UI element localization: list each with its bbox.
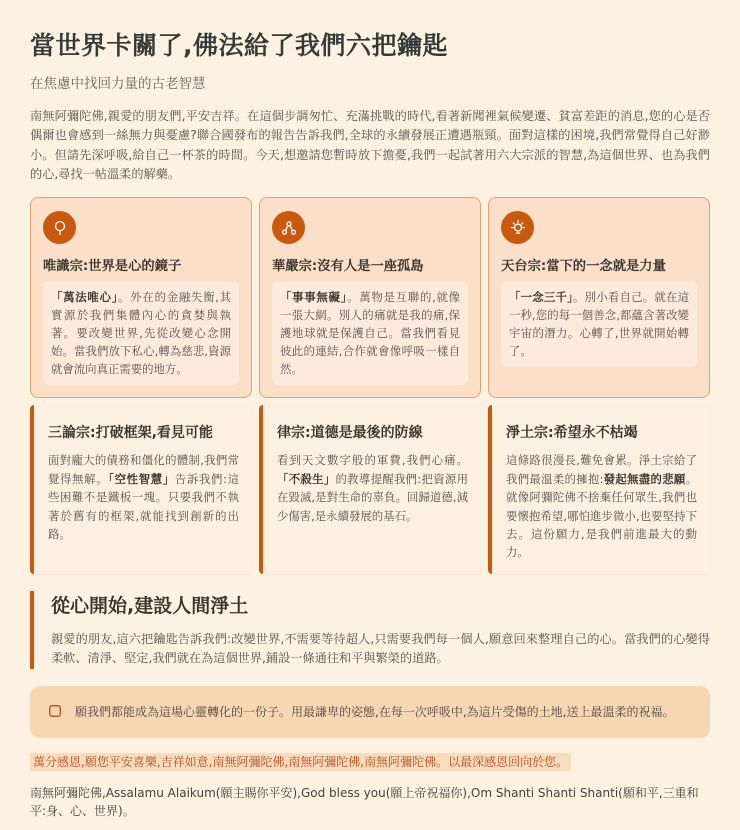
card-text: 。外在的金融失衡,其實源於我們集體內心的貪婪與執著。要改變世界,先從改變心念開始。當我們放下私心,轉為慈悲,資源就會流向真正需要的地方。 — [51, 290, 231, 377]
dharma-cards-grid — [30, 197, 710, 574]
card-key-term: 發起無盡的悲願 — [603, 471, 686, 486]
closing-section — [30, 591, 710, 669]
card-text: 的教導提醒我們:把資源用在毀滅,是對生命的辜負。回歸道德,減少傷害,是永續發展的基石。 — [277, 471, 468, 523]
card-body — [272, 281, 468, 385]
card-text: 告訴我們:這些困難不是鐵板一塊。只要我們不執著於舊有的框架,就能找到創新的出路。 — [48, 471, 239, 542]
card-title: 天台宗:當下的一念就是力量 — [501, 259, 666, 275]
pledge-checkbox-icon[interactable] — [48, 704, 62, 718]
lightbulb-icon — [501, 211, 534, 244]
card-text: 。就像阿彌陀佛不捨棄任何眾生,我們也要懷抱希望,哪怕進步微小,也要堅持下去。這份願力,是我們前進最大的動力。 — [506, 471, 697, 560]
intro-paragraph: 南無阿彌陀佛,親愛的朋友們,平安吉祥。在這個步調匆忙、充滿挑戰的時代,看著新聞裡氣候變遷、貧富差距的消息,您的心是否偶爾也會感到一絲無力與憂慮?聯合國發布的報告告訴我們,全球的永續發展正遭遇瓶頸。面對這樣的困境,我們常覺得自己好渺小。但請先深呼吸,給自己一杯茶的時間。今天,想邀請您暫時放下擔憂,我們一起試著用六大宗派的智慧,為這個世界、也為我們的心,尋找一帖溫柔的解藥。 — [30, 109, 710, 181]
card-key-term: 「事事無礙」 — [280, 290, 348, 305]
card-body — [277, 451, 468, 525]
card-title: 律宗:道德是最後的防線 — [277, 425, 423, 442]
card-text: 這條路很漫長,難免會累。淨土宗給了我們最溫柔的擁抱: — [506, 453, 697, 486]
card-key-term: 「一念三千」 — [509, 290, 574, 305]
card-title: 唯識宗:世界是心的鏡子 — [43, 259, 182, 275]
pledge-box — [30, 686, 710, 738]
closing-heading: 從心開始,建設人間淨土 — [51, 594, 249, 617]
card-title: 三論宗:打破框架,看見可能 — [48, 425, 213, 442]
dharma-card — [259, 405, 481, 574]
card-title: 華嚴宗:沒有人是一座孤島 — [272, 259, 424, 275]
card-key-term: 「萬法唯心」 — [51, 290, 119, 305]
dharma-card — [488, 197, 710, 398]
mirror-icon — [43, 211, 76, 244]
blessing-highlight-text: 萬分感恩,願您平安喜樂,吉祥如意,南無阿彌陀佛,南無阿彌陀佛,南無阿彌陀佛。以最深感恩回向於您。 — [30, 753, 571, 771]
card-body — [506, 451, 697, 562]
card-key-term: 「空性智慧」 — [108, 471, 175, 486]
dharma-card — [30, 197, 252, 398]
card-body — [43, 281, 239, 385]
card-text: 面對龐大的債務和僵化的體制,我們常覺得無解。 — [48, 453, 239, 486]
dharma-card — [259, 197, 481, 398]
dharma-card — [488, 405, 710, 574]
blessing-final-line: 南無阿彌陀佛,Assalamu Alaikum(願主賜你平安),God bless you(願上帝祝福你),Om Shanti Shanti Shanti(願和平,三重和平:身、心、世界)。 — [30, 786, 699, 819]
card-body — [48, 451, 239, 543]
page-title: 當世界卡關了,佛法給了我們六把鑰匙 — [30, 31, 448, 60]
card-text: 看到天文數字般的軍費,我們心痛。 — [277, 453, 468, 468]
network-icon — [272, 211, 305, 244]
page-subtitle: 在焦慮中找回力量的古老智慧 — [30, 76, 206, 92]
card-title: 淨土宗:希望永不枯竭 — [506, 425, 638, 442]
card-body — [501, 281, 697, 367]
closing-body: 親愛的朋友,這六把鑰匙告訴我們:改變世界,不需要等待超人,只需要我們每一個人,願意回來整理自己的心。當我們的心變得柔軟、清淨、堅定,我們就在為這個世界,鋪設一條通往和平與繁榮的道路。 — [51, 631, 710, 666]
card-key-term: 「不殺生」 — [277, 471, 336, 486]
dharma-card — [30, 405, 252, 574]
blessing-highlight-line — [30, 753, 710, 772]
pledge-text: 願我們都能成為這場心靈轉化的一份子。用最謙卑的姿態,在每一次呼吸中,為這片受傷的土地,送上最溫柔的祝福。 — [75, 704, 675, 719]
card-text: 。別小看自己。就在這一秒,您的每一個善念,都蘊含著改變宇宙的潛力。心轉了,世界就開始轉了。 — [509, 290, 689, 359]
card-text: 。萬物是互聯的,就像一張大網。別人的痛就是我的痛,保護地球就是保護自己。當我們看見彼此的連結,合作就會像呼吸一樣自然。 — [280, 290, 460, 377]
